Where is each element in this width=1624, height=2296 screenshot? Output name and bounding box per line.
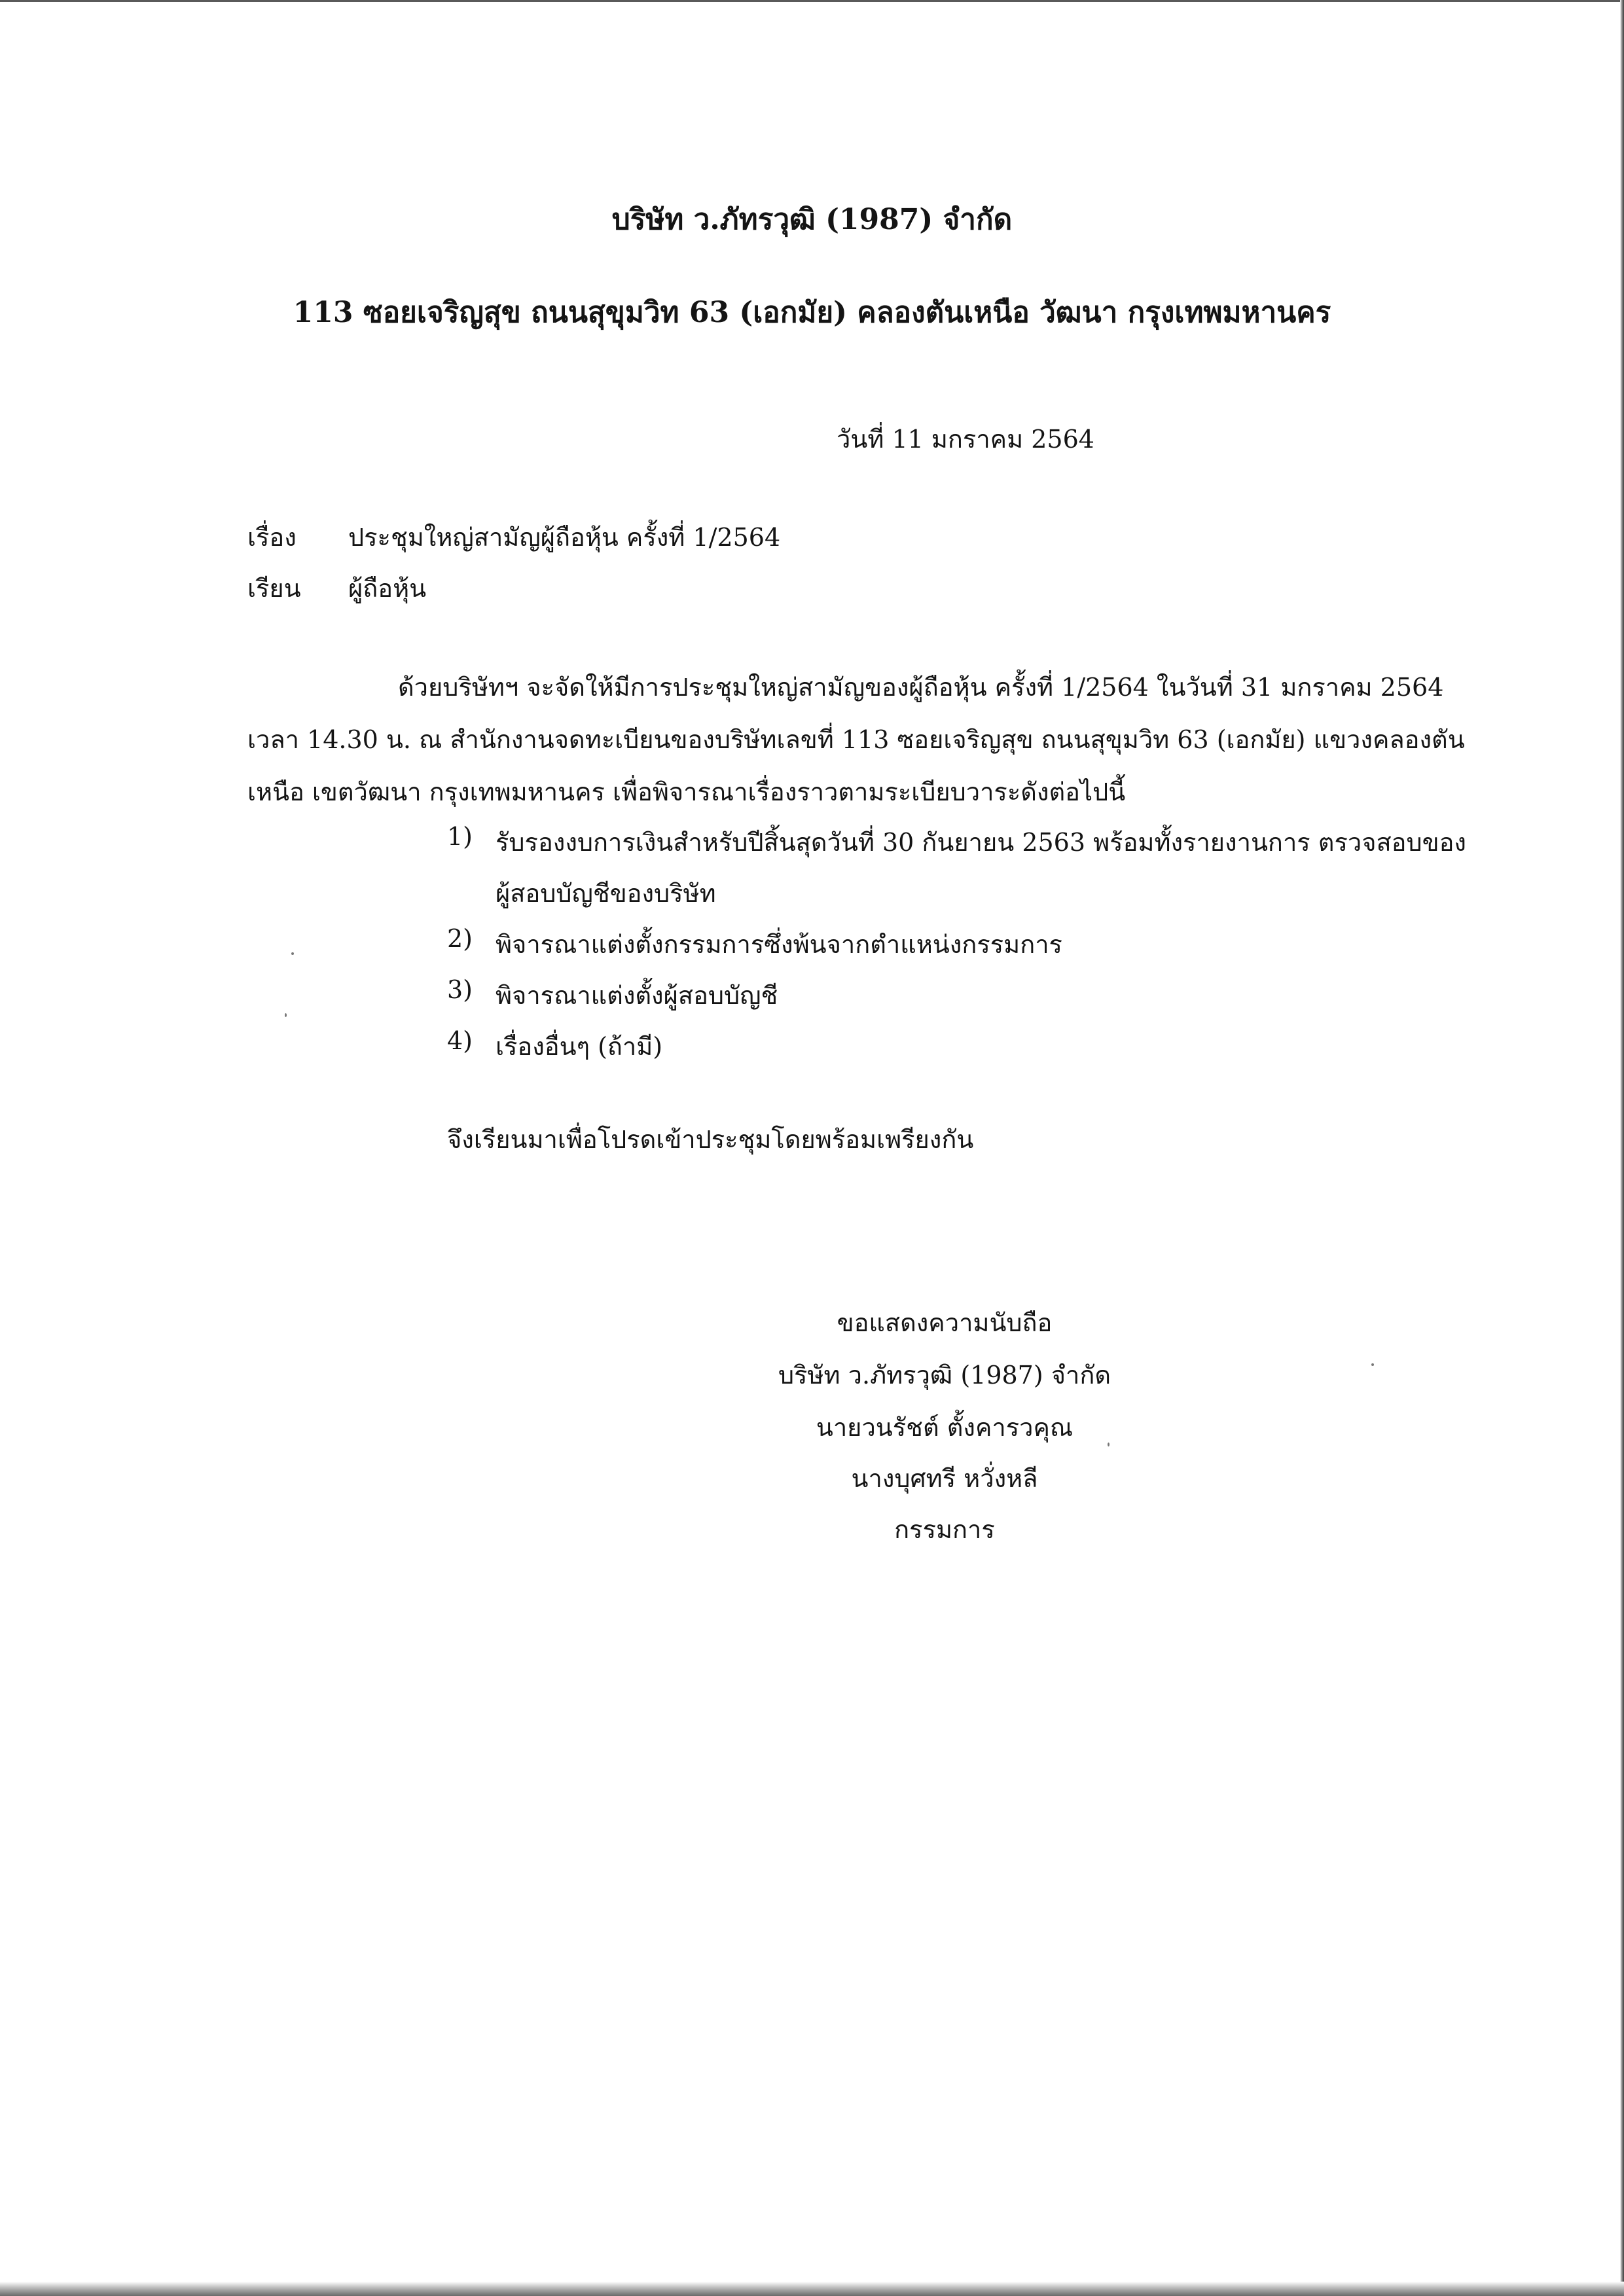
agenda-number: 1) bbox=[447, 822, 473, 851]
agenda-item-text: พิจารณาแต่งตั้งผู้สอบบัญชี bbox=[496, 981, 778, 1010]
recipient-value: ผู้ถือหุ้น bbox=[348, 574, 427, 603]
body-line: เหนือ เขตวัฒนา กรุงเทพมหานคร เพื่อพิจารณาเรื่องราวตามระเบียบวาระดังต่อไปนี้ bbox=[247, 778, 1126, 806]
scan-edge-bottom bbox=[0, 2282, 1624, 2296]
agenda-item-text: ผู้สอบบัญชีของบริษัท bbox=[496, 879, 716, 908]
scan-speck bbox=[1371, 1363, 1374, 1366]
subject-label: เรื่อง bbox=[247, 523, 297, 552]
signature-signer-2: นางบุศทรี หวั่งหลี bbox=[851, 1464, 1038, 1493]
agenda-number: 4) bbox=[447, 1026, 473, 1055]
body-line: ด้วยบริษัทฯ จะจัดให้มีการประชุมใหญ่สามัญของผู้ถือหุ้น ครั้งที่ 1/2564 ในวันที่ 31 มกราคม 2564 bbox=[398, 673, 1444, 702]
company-address: 113 ซอยเจริญสุข ถนนสุขุมวิท 63 (เอกมัย) คลองตันเหนือ วัฒนา กรุงเทพมหานคร bbox=[293, 296, 1331, 329]
letter-date: วันที่ 11 มกราคม 2564 bbox=[837, 425, 1094, 454]
signature-title: กรรมการ bbox=[894, 1515, 995, 1544]
body-line: เวลา 14.30 น. ณ สำนักงานจดทะเบียนของบริษัทเลขที่ 113 ซอยเจริญสุข ถนนสุขุมวิท 63 (เอกมัย) แขวงคลองตัน bbox=[247, 725, 1465, 754]
agenda-number: 2) bbox=[447, 924, 473, 953]
scan-speck bbox=[291, 952, 294, 955]
agenda-item-text: เรื่องอื่นๆ (ถ้ามี) bbox=[496, 1032, 663, 1061]
subject-value: ประชุมใหญ่สามัญผู้ถือหุ้น ครั้งที่ 1/2564 bbox=[348, 523, 781, 552]
closing-sentence: จึงเรียนมาเพื่อโปรดเข้าประชุมโดยพร้อมเพรียงกัน bbox=[447, 1125, 974, 1154]
recipient-label: เรียน bbox=[247, 574, 301, 603]
scan-edge-top bbox=[0, 0, 1624, 2]
agenda-number: 3) bbox=[447, 975, 473, 1004]
scan-speck bbox=[285, 1013, 287, 1017]
signature-salutation: ขอแสดงความนับถือ bbox=[837, 1308, 1053, 1337]
signature-signer-1: นายวนรัชต์ ตั้งคารวคุณ bbox=[816, 1413, 1074, 1442]
scan-edge-right bbox=[1620, 0, 1624, 2296]
signature-company: บริษัท ว.ภัทรวุฒิ (1987) จำกัด bbox=[778, 1361, 1111, 1390]
agenda-item-text: รับรองงบการเงินสำหรับปีสิ้นสุดวันที่ 30 กันยายน 2563 พร้อมทั้งรายงานการ ตรวจสอบของ bbox=[496, 828, 1466, 857]
company-name: บริษัท ว.ภัทรวุฒิ (1987) จำกัด bbox=[611, 203, 1013, 236]
agenda-item-text: พิจารณาแต่งตั้งกรรมการซึ่งพ้นจากตำแหน่งกรรมการ bbox=[496, 930, 1062, 959]
